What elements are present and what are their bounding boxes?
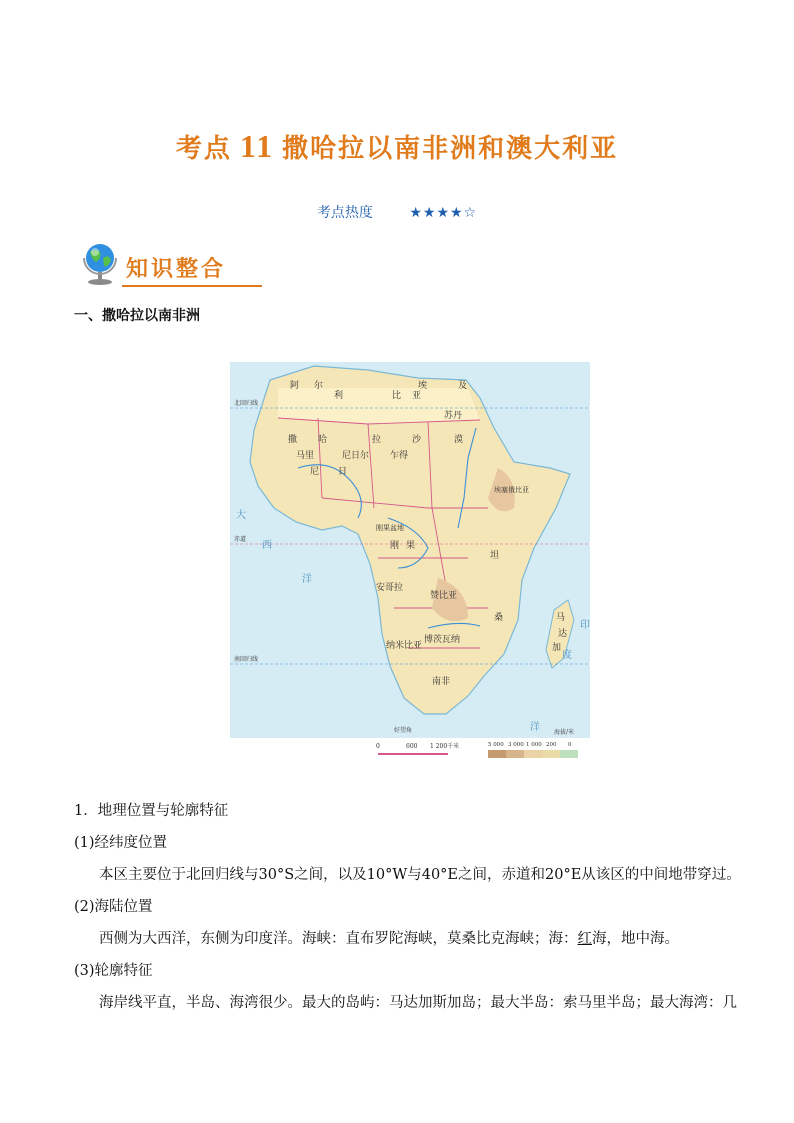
label-ji: 及 <box>458 381 468 391</box>
label-sang: 桑 <box>494 613 504 623</box>
label-la: 拉 <box>372 435 382 445</box>
africa-map <box>218 358 608 770</box>
label-da: 达 <box>558 629 568 639</box>
label-jia: 加 <box>552 643 562 653</box>
elev-1000: 1 000 <box>526 742 542 748</box>
label-cape: 好望角 <box>394 727 413 734</box>
label-mo: 漠 <box>454 435 464 445</box>
content-para-2c: 海，地中海。 <box>592 931 679 947</box>
label-du-indian: 度 <box>562 650 572 661</box>
scale-1200: 1 200千米 <box>430 743 460 750</box>
label-mali: 马里 <box>296 451 315 461</box>
label-er: 尔 <box>314 381 324 391</box>
label-south-africa: 南非 <box>432 677 451 687</box>
elevation-title: 海拔/米 <box>554 729 575 736</box>
label-ha: 哈 <box>318 435 328 445</box>
content-para-2 <box>99 929 679 949</box>
scale-600: 600 <box>406 743 418 750</box>
label-gang: 刚 <box>390 541 400 551</box>
elev-200: 200 <box>546 742 557 748</box>
label-chad: 乍得 <box>390 451 409 461</box>
label-guo: 果 <box>406 541 416 551</box>
heat-row <box>0 202 794 222</box>
label-ya: 亚 <box>412 391 422 401</box>
label-equator: 赤道 <box>234 536 247 543</box>
globe-icon <box>78 240 122 286</box>
label-namibia: 纳米比亚 <box>386 641 423 651</box>
label-da-atlantic: 大 <box>236 510 246 521</box>
label-sha: 沙 <box>412 435 422 445</box>
label-ma: 马 <box>556 613 566 623</box>
section-divider <box>122 285 262 287</box>
title-prefix: 考点 <box>175 134 232 164</box>
page-title <box>0 128 794 165</box>
content-sub-1: (1)经纬度位置 <box>74 835 168 851</box>
label-ri: 日 <box>338 467 348 477</box>
content-para-2b: 红 <box>577 931 592 947</box>
label-tan: 坦 <box>490 551 500 561</box>
content-para-1: 本区主要位于北回归线与30°S之间，以及10°W与40°E之间，赤道和20°E从该区的中间地带穿过。 <box>99 867 741 883</box>
label-yang-indian: 洋 <box>530 722 540 733</box>
subsection-heading: 一、撒哈拉以南非洲 <box>74 308 200 324</box>
elev-0: 0 <box>568 742 572 748</box>
elev-5000: 5 000 <box>488 742 504 748</box>
label-ni: 尼 <box>310 467 320 477</box>
heat-label: 考点热度 <box>316 205 373 221</box>
heat-stars: ★★★★☆ <box>409 205 478 221</box>
label-bi: 比 <box>392 391 402 401</box>
label-xi-atlantic: 西 <box>262 540 272 551</box>
label-a: 阿 <box>290 381 300 391</box>
elev-3000: 3 000 <box>508 742 524 748</box>
label-tropic-south: 南回归线 <box>234 656 259 663</box>
section-header <box>78 238 264 290</box>
label-nigeria: 尼日尔 <box>342 451 370 461</box>
label-botswana: 博茨瓦纳 <box>424 635 461 645</box>
label-tropic-north: 北回归线 <box>234 400 259 407</box>
title-text: 撒哈拉以南非洲和澳大利亚 <box>282 134 619 164</box>
title-number: 11 <box>239 128 275 164</box>
label-li: 利 <box>334 391 344 401</box>
label-congo-basin: 刚果盆地 <box>376 524 404 532</box>
label-angola: 安哥拉 <box>376 583 404 593</box>
label-yin-indian: 印 <box>580 620 590 631</box>
label-yang-atlantic: 洋 <box>302 574 312 585</box>
content-para-2a: 西侧为大西洋，东侧为印度洋。海峡：直布罗陀海峡，莫桑比克海峡；海： <box>99 931 578 947</box>
scale-0: 0 <box>376 743 380 750</box>
section-title: 知识整合 <box>126 257 227 282</box>
label-ai: 埃 <box>418 381 428 391</box>
label-zambia: 赞比亚 <box>430 591 458 601</box>
label-sudan: 苏丹 <box>444 411 463 421</box>
label-sa: 撒 <box>288 435 298 445</box>
label-ethiopia: 埃塞俄比亚 <box>494 486 529 494</box>
content-heading-1: 1．地理位置与轮廓特征 <box>74 803 229 819</box>
content-para-3: 海岸线平直，半岛、海湾很少。最大的岛屿：马达加斯加岛；最大半岛：索马里半岛；最大海湾：几 <box>99 995 737 1011</box>
content-sub-2: (2)海陆位置 <box>74 899 153 915</box>
content-sub-3: (3)轮廓特征 <box>74 963 153 979</box>
